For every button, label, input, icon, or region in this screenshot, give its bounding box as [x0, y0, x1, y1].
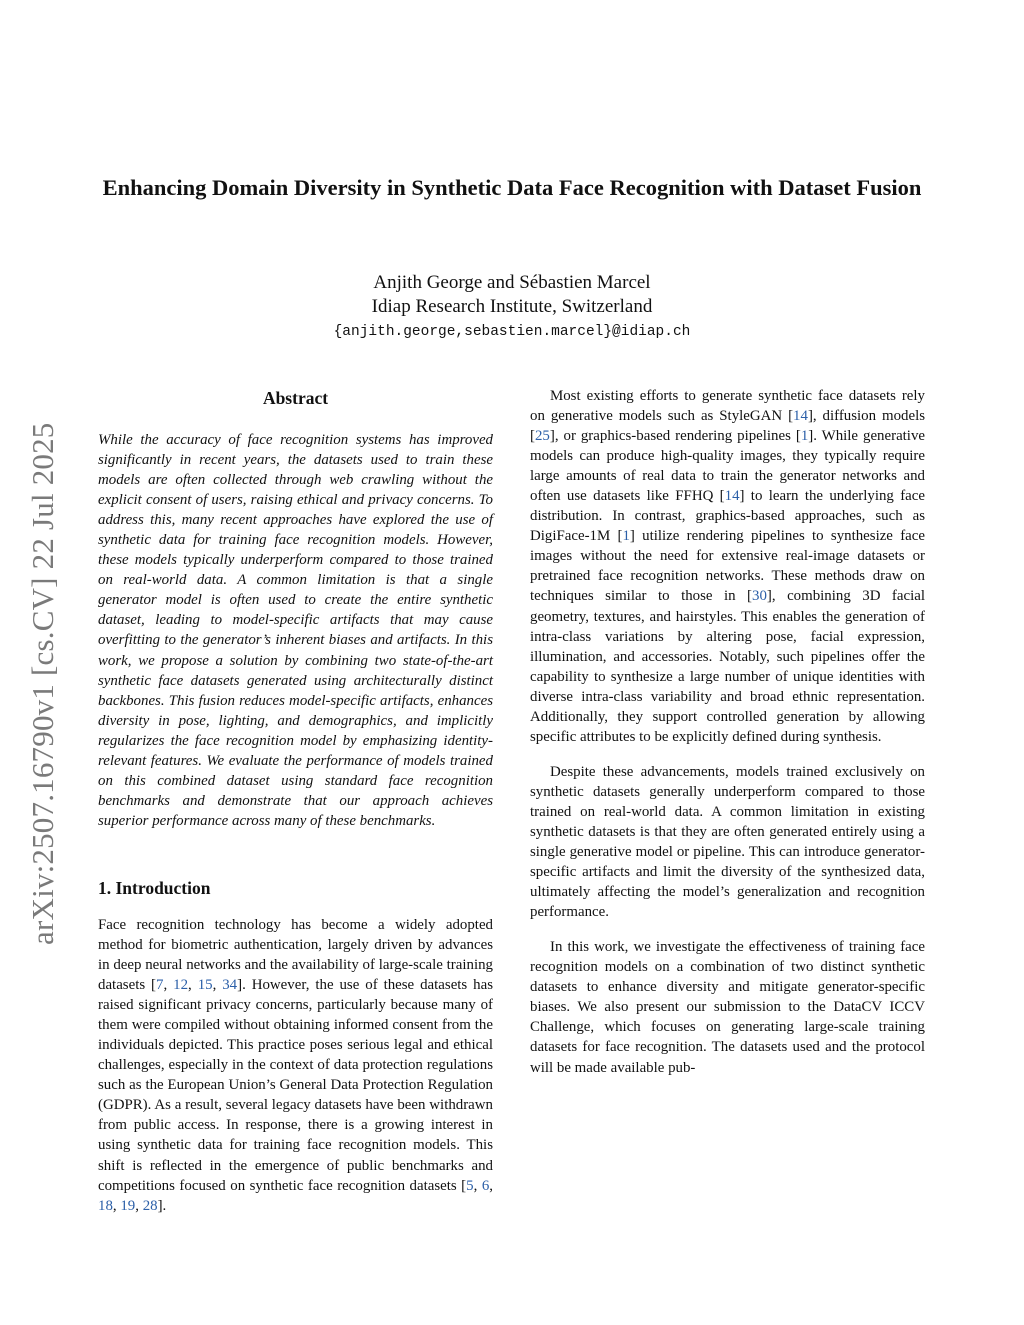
- abstract-text: While the accuracy of face recognition systems has improved significantly in recent years, the datasets used to train these models are often collected through web crawling without the explicit consent of users, raising ethical and privacy concerns. To address this, many recent approaches have explored the use of synthetic data for training face recognition models. However, these models typically underperform compared to those trained on real-world data. A common limitation is that a single generator model is often used to create the entire synthetic dataset, leading to model-specific artifacts that may cause overfitting to the generator’s inherent biases and artifacts. In this work, we propose a solution by combining two state-of-the-art synthetic face datasets generated using architecturally distinct backbones. This fusion reduces model-specific artifacts, enhances diversity in pose, lighting, and demographics, and implicitly regularizes the face recognition model by emphasizing identity-relevant features. We evaluate the performance of models trained on this combined dataset using standard face recognition benchmarks and demonstrate that our approach achieves superior performance across many of these benchmarks.: [98, 432, 493, 829]
- intro-p2-text-b: ], diffusion models [: [530, 408, 925, 445]
- intro-p2-text-g: ], combining 3D facial geometry, textures, and hairstyles. This enables the generation of intra-class variations by altering pose, facial expression, illumination, and accessories. Notably, such pipelines offer the capability to synthesize a large number of unique identities with diverse intra-class variability and broad ethnic representation. Additionally, they support controlled generation by allowing specific attributes to be explicitly defined during synthesis.: [530, 588, 925, 745]
- intro-p2-text-f: ] utilize rendering pipelines to synthesize face images without the need for extensive real-image datasets or pretrained face recognition networks. These methods draw on techniques similar to those in [: [530, 528, 925, 605]
- intro-p1-text-c: ].: [157, 1197, 167, 1214]
- citation-link[interactable]: 34: [222, 977, 238, 994]
- citation-link[interactable]: 15: [197, 977, 213, 994]
- intro-paragraph-1: Face recognition technology has become a widely adopted method for biometric authentication, largely driven by advances in deep neural networks and the availability of large-scale training datasets [7, 12, 15, 34]. However, the use of these datasets has raised significant privacy concerns, particularly because many of them were compiled without obtaining informed consent from the individuals depicted. This practice poses serious legal and ethical challenges, especially in the context of data protection regulations such as the European Union’s General Data Protection Regulation (GDPR). As a result, several legacy datasets have been withdrawn from public access. In response, there is a growing interest in using synthetic data for training face recognition models. This shift is reflected in the emergence of public benchmarks and competitions focused on synthetic face recognition datasets [5, 6, 18, 19, 28].: [98, 916, 494, 1214]
- intro-paragraph-3: Despite these advancements, models trained exclusively on synthetic datasets generally underperform compared to those trained on real-world data. A common limitation in existing synthetic datasets is that they are often generated entirely using a single generative model or pipeline. This can introduce generator-specific artifacts and limit the diversity of the synthesized data, ultimately affecting the model’s generalization and recognition performance.: [530, 763, 925, 921]
- left-column: [98, 386, 493, 1231]
- citation-link[interactable]: 12: [173, 977, 189, 994]
- intro-p1-text-a: Face recognition technology has become a widely adopted method for biometric authentication, largely driven by advances in deep neural networks and the availability of large-scale training datasets [: [98, 916, 493, 994]
- right-column: [530, 386, 925, 1093]
- citation-link[interactable]: 7: [156, 977, 164, 994]
- citation-link[interactable]: 28: [142, 1197, 158, 1214]
- citation-link[interactable]: 30: [752, 588, 767, 605]
- author-block: [100, 271, 924, 343]
- citation-link[interactable]: 6: [481, 1177, 490, 1194]
- intro-p2-text-a: Most existing efforts to generate synthetic face datasets rely on generative models such as StyleGAN [: [530, 388, 925, 425]
- citation-link[interactable]: 1: [800, 428, 809, 445]
- citation-link[interactable]: 25: [534, 428, 550, 445]
- citation-link[interactable]: 5: [466, 1177, 474, 1194]
- intro-paragraph-2: [530, 386, 925, 747]
- paper-title: Enhancing Domain Diversity in Synthetic Data Face Recognition with Dataset Fusion: [102, 175, 922, 200]
- arxiv-identifier-stamp: arXiv:2507.16790v1 [cs.CV] 22 Jul 2025: [25, 422, 60, 945]
- citation-link[interactable]: 14: [724, 488, 740, 505]
- citation-link[interactable]: 18: [98, 1197, 113, 1214]
- intro-p2-text-d: ]. While generative models can produce high-quality images, they typically require large amounts of real data to train the generator networks and often use datasets like FFHQ [: [530, 428, 926, 505]
- intro-p2-text-c: ], or graphics-based rendering pipelines [: [549, 428, 801, 445]
- citation-link[interactable]: 14: [793, 408, 808, 425]
- author-affiliation: Idiap Research Institute, Switzerland: [371, 296, 653, 317]
- abstract-heading: Abstract: [262, 388, 329, 408]
- intro-paragraph-4: In this work, we investigate the effectiveness of training face recognition models on a combination of two distinct synthetic datasets to enhance diversity and mitigate generator-specific biases. We also present our submission to the DataCV ICCV Challenge, which focuses on generating large-scale training datasets for face recognition. The datasets used and the protocol will be made available pub-: [530, 939, 925, 1076]
- intro-p1-text-b: ]. However, the use of these datasets has raised significant privacy concerns, particularly because many of them were compiled without obtaining informed consent from the individuals depicted. This practice poses serious legal and ethical challenges, especially in the context of data protection regulations such as the European Union’s General Data Protection Regulation (GDPR). As a result, several legacy datasets have been withdrawn from public access. In response, there is a growing interest in using synthetic data for training face recognition models. This shift is reflected in the emergence of public benchmarks and competitions focused on synthetic face recognition datasets [: [98, 977, 494, 1194]
- author-email: {anjith.george,sebastien.marcel}@idiap.ch: [333, 324, 691, 340]
- introduction-heading: 1. Introduction: [98, 877, 211, 898]
- citation-link[interactable]: 1: [622, 528, 630, 545]
- citation-link[interactable]: 19: [120, 1197, 136, 1214]
- intro-p2-text-e: ] to learn the underlying face distribution. In contrast, graphics-based approaches, such as DigiFace-1M [: [530, 488, 925, 545]
- author-names: Anjith George and Sébastien Marcel: [373, 272, 651, 293]
